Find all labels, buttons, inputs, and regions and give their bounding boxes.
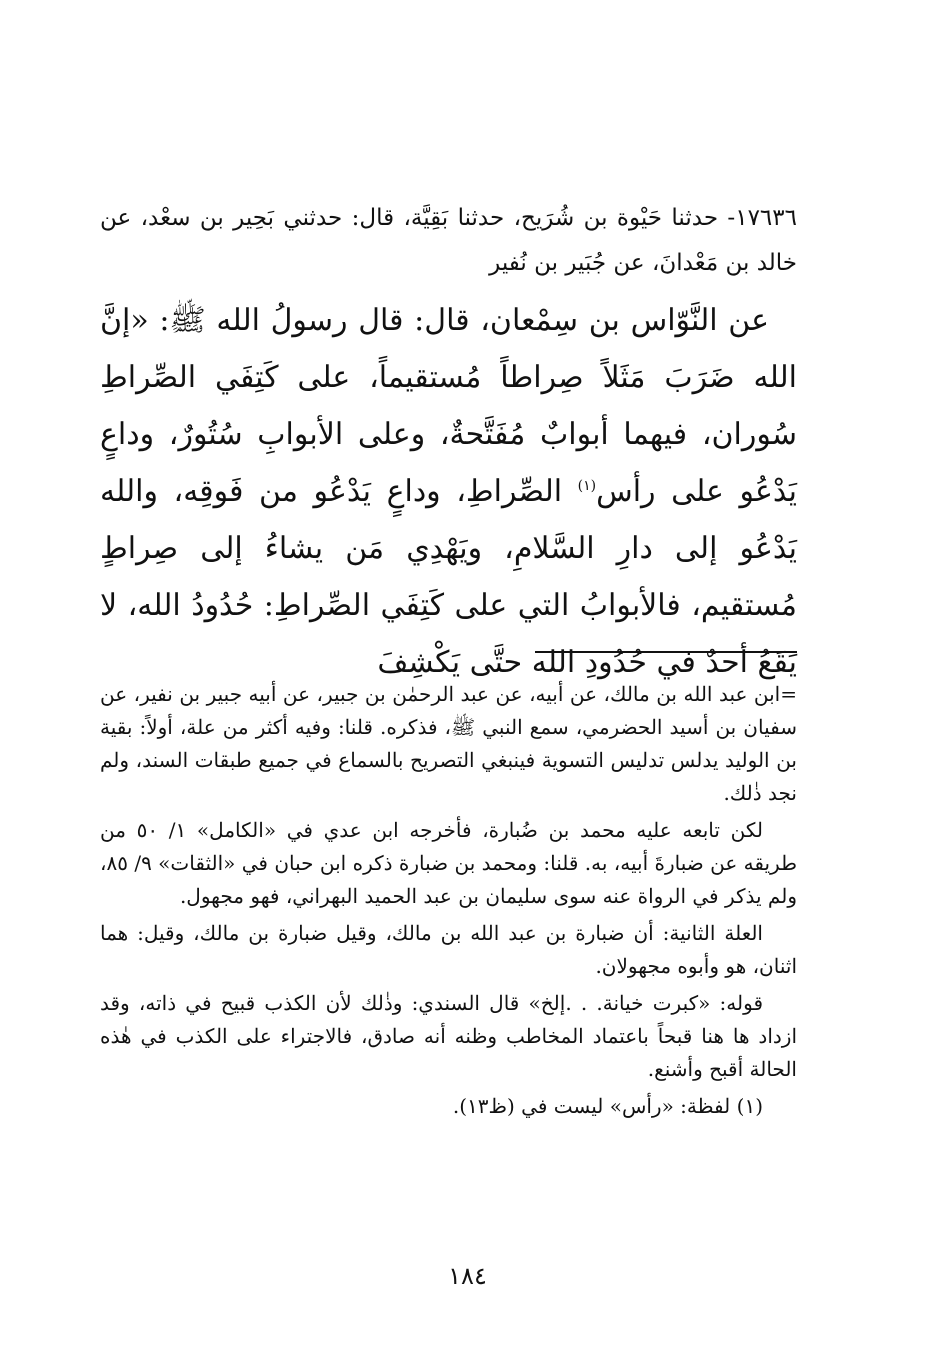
footnote-divider	[535, 651, 797, 653]
isnad-text: ١٧٦٣٦- حدثنا حَيْوة بن شُرَيح، حدثنا بَقِيَّة، قال: حدثني بَحِير بن سعْد، عن خالد بن مَعْدانَ، عن جُبَير بن نُفير	[100, 205, 797, 276]
page-number: ١٨٤	[448, 1262, 487, 1290]
note-paragraph-4: قوله: «كبرت خيانة. . .إلخ» قال السندي: وذٰلك لأن الكذب قبيح في ذاته، وقد ازداد ها هنا قبحاً باعتماد المخاطب وظنه أنه صادق، فالاجتراء على الكذب في هٰذه الحالة أقبح وأشنع.	[100, 991, 797, 1081]
hadith-isnad	[100, 196, 797, 286]
matn-text	[100, 292, 797, 691]
footnotes	[100, 678, 797, 1127]
hadith-matn	[100, 292, 797, 691]
matn-continuation: الصِّراطِ، وداعٍ يَدْعُو من فَوقِه، والله يَدْعُو إلى دارِ السَّلامِ، ويَهْدِي مَن يشاءُ إلى صِراطٍ مُستقيم، فالأبوابُ التي على كَتِفَي الصِّراطِ: حُدُودُ الله، لا يَقَعُ أحدٌ في حُدُودِ الله حتَّى يَكْشِفَ	[100, 474, 797, 680]
note-paragraph-2: لكن تابعه عليه محمد بن ضُبارة، فأخرجه ابن عدي في «الكامل» ١/ ٥٠ من طريقه عن ضبارةَ أبيه، به. قلنا: ومحمد بن ضبارة ذكره ابن حبان في «الثقات» ٩/ ٨٥، ولم يذكر في الرواة عنه سوى سليمان بن عبد الحميد البهراني، فهو مجهول.	[100, 818, 797, 908]
note-paragraph-3: العلة الثانية: أن ضبارة بن عبد الله بن مالك، وقيل ضبارة بن مالك، وقيل: هما اثنان، هو وأبوه مجهولان.	[100, 921, 797, 978]
footnote-1: (١) لفظة: «رأس» ليست في (ظ١٣).	[452, 1094, 763, 1118]
footnote-marker: (١)	[577, 478, 597, 494]
matn-body: عن النَّوّاس بن سِمْعان، قال: قال رسولُ الله ﷺ: «إنَّ الله ضَرَبَ مَثَلاً صِراطاً مُستقيماً، على كَتِفَي الصِّراطِ سُوران، فيهما أبوابٌ مُفَتَّحةٌ، وعلى الأبوابِ سُتُورٌ، وداعٍ يَدْعُو على رأس	[100, 303, 797, 509]
note-paragraph-1: =ابن عبد الله بن مالك، عن أبيه، عن عبد الرحمٰن بن جبير، عن أبيه جبير بن نفير، عن سفيان بن أسيد الحضرمي، سمع النبي ﷺ، فذكره. قلنا: وفيه أكثر من علة، أولاً: بقية بن الوليد يدلس تدليس التسوية فينبغي التصريح بالسماع في جميع طبقات السند، ولم نجد ذٰلك.	[100, 682, 797, 805]
